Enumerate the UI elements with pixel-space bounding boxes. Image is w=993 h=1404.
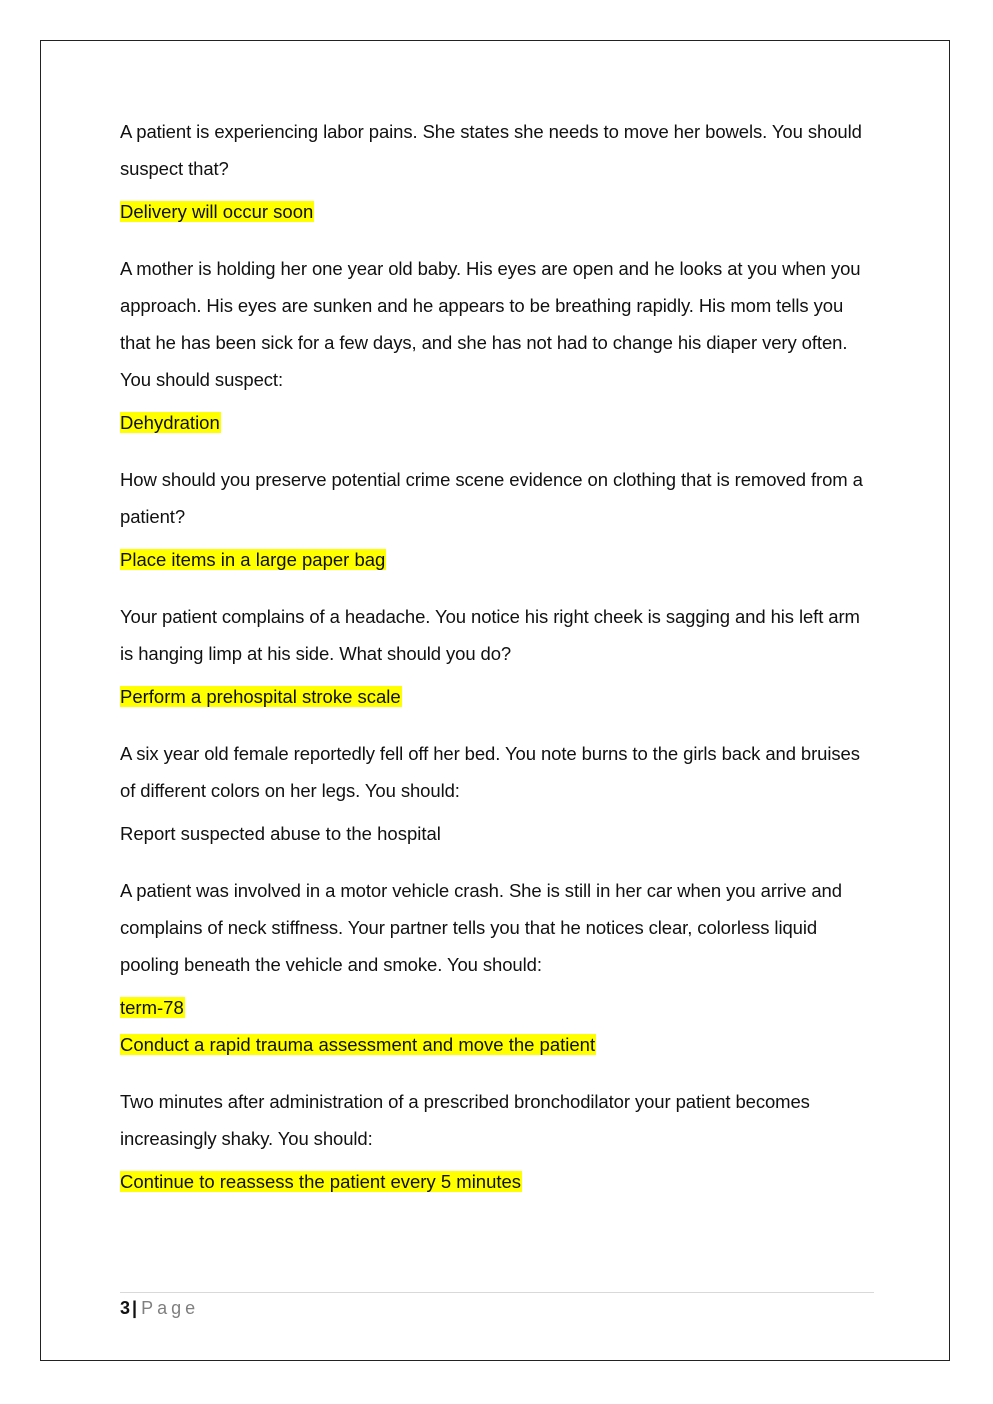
question-text: A patient was involved in a motor vehicle crash. She is still in her car when you arrive and complains of neck stiffness. Your partner tells you that he notices clear, colorless liquid pooling beneath the vehicle and smoke. You should: — [120, 880, 842, 975]
answer-text — [120, 200, 870, 224]
answer-text — [120, 996, 870, 1020]
page-number: 3 — [120, 1298, 131, 1318]
page-footer — [120, 1297, 199, 1319]
question-text: A mother is holding her one year old baby. His eyes are open and he looks at you when you approach. His eyes are sunken and he appears to be breathing rapidly. His mom tells you that he has been sick for a few days, and she has not had to change his diaper very often. You should suspect: — [120, 258, 861, 390]
question-text: A six year old female reportedly fell off her bed. You note burns to the girls back and bruises of different colors on her legs. You should: — [120, 743, 860, 801]
highlighted-answer: Dehydration — [120, 412, 220, 433]
answer-text — [120, 685, 870, 709]
answer-text — [120, 1170, 870, 1194]
highlighted-answer: Place items in a large paper bag — [120, 549, 386, 570]
document-body — [120, 113, 870, 1220]
question-text: How should you preserve potential crime scene evidence on clothing that is removed from a patient? — [120, 469, 863, 527]
answer-text — [120, 1033, 870, 1057]
footer-divider — [120, 1292, 874, 1293]
answer-text — [120, 822, 870, 846]
plain-answer: Report suspected abuse to the hospital — [120, 823, 441, 844]
answer-text — [120, 411, 870, 435]
highlighted-answer: Continue to reassess the patient every 5 minutes — [120, 1171, 522, 1192]
page-label: Page — [141, 1298, 200, 1318]
footer-separator: | — [132, 1298, 138, 1318]
question-text: Your patient complains of a headache. You notice his right cheek is sagging and his left arm is hanging limp at his side. What should you do? — [120, 606, 860, 664]
highlighted-answer: Perform a prehospital stroke scale — [120, 686, 401, 707]
highlighted-answer: Delivery will occur soon — [120, 201, 314, 222]
question-text: Two minutes after administration of a prescribed bronchodilator your patient becomes increasingly shaky. You should: — [120, 1091, 810, 1149]
highlighted-term: term-78 — [120, 997, 184, 1018]
answer-text — [120, 548, 870, 572]
highlighted-answer: Conduct a rapid trauma assessment and move the patient — [120, 1034, 596, 1055]
question-text: A patient is experiencing labor pains. She states she needs to move her bowels. You should suspect that? — [120, 121, 862, 179]
